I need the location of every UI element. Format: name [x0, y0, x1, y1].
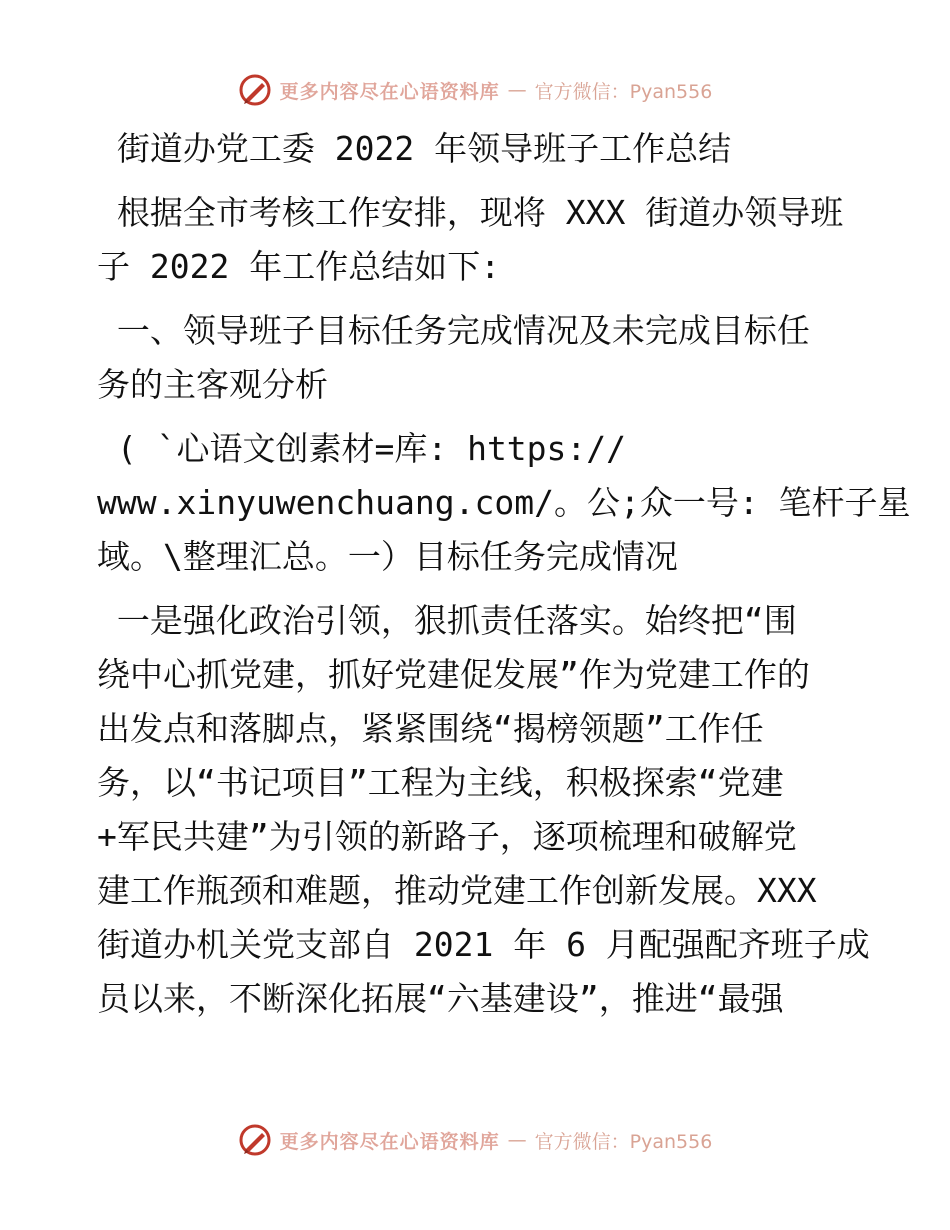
- header-watermark: [0, 70, 950, 110]
- watermark-separator: —: [507, 1129, 527, 1151]
- doc-line: +军民共建”为引领的新路子，逐项梳理和破解党: [97, 817, 797, 856]
- doc-line: 绕中心抓党建，抓好党建促发展”作为党建工作的: [97, 655, 810, 694]
- watermark-separator: —: [507, 79, 527, 101]
- doc-line: 街道办机关党支部自 2021 年 6 月配强配齐班子成: [97, 925, 870, 964]
- doc-title: 街道办党工委 2022 年领导班子工作总结: [97, 129, 732, 168]
- watermark-main-text: 更多内容尽在心语资料库: [279, 80, 500, 103]
- section-heading: 一、领导班子目标任务完成情况及未完成目标任: [97, 311, 810, 350]
- watermark-sub-text: 官方微信：Pyan556: [534, 1130, 713, 1153]
- doc-line: ( `心语文创素材=库: https://: [97, 429, 627, 468]
- doc-line: 出发点和落脚点，紧紧围绕“揭榜领题”工作任: [97, 709, 764, 748]
- footer-watermark: [0, 1120, 950, 1160]
- document-body: [97, 122, 911, 1026]
- pen-logo-icon: [238, 1123, 272, 1157]
- watermark-main-text: 更多内容尽在心语资料库: [279, 1130, 500, 1153]
- doc-line: 一是强化政治引领，狠抓责任落实。始终把“围: [97, 601, 797, 640]
- doc-line: 务，以“书记项目”工程为主线，积极探索“党建: [97, 763, 784, 802]
- doc-line: 根据全市考核工作安排，现将 XXX 街道办领导班: [97, 193, 844, 232]
- doc-line: 建工作瓶颈和难题，推动党建工作创新发展。XXX: [97, 871, 817, 910]
- paragraph-gap: [97, 412, 857, 422]
- doc-line: 域。\整理汇总。一）目标任务完成情况: [97, 537, 678, 576]
- doc-line: www.xinyuwenchuang.com/。公;众一号: 笔杆子星: [97, 483, 911, 522]
- paragraph-gap: [97, 584, 857, 594]
- pen-logo-icon: [238, 73, 272, 107]
- paragraph-gap: [97, 176, 857, 186]
- doc-line: 子 2022 年工作总结如下:: [97, 247, 501, 286]
- paragraph-gap: [97, 294, 857, 304]
- doc-line: 员以来，不断深化拓展“六基建设”，推进“最强: [97, 979, 784, 1018]
- section-heading: 务的主客观分析: [97, 365, 328, 404]
- watermark-sub-text: 官方微信：Pyan556: [534, 80, 713, 103]
